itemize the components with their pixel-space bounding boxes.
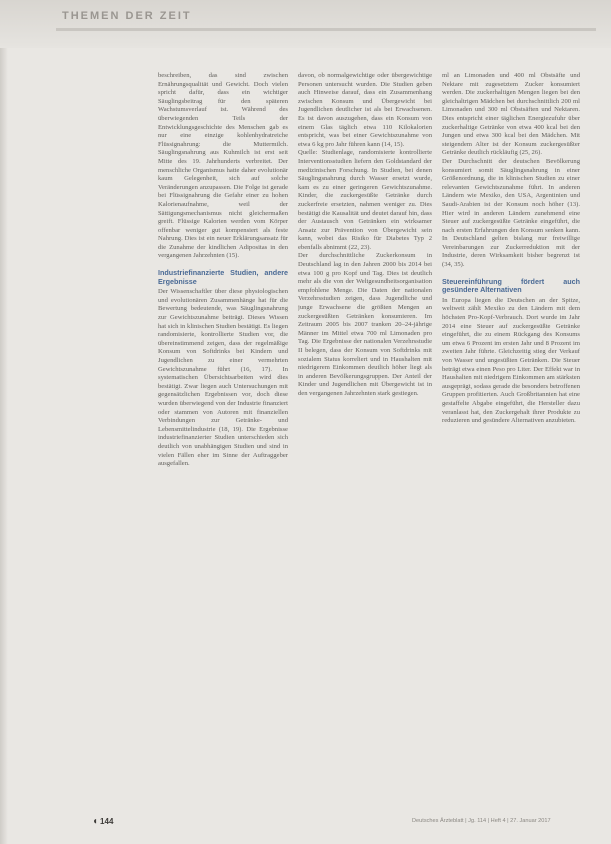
half-circle-icon: ◖	[92, 816, 99, 827]
paragraph: ml an Limonaden und 400 ml Obstsäfte und Nektare mit zugesetztem Zucker konsumiert werden. Die zuckerhaltigen Mengen liegen bei den gleichaltrigen Mädchen bei durchschnittlich 200 ml Limonaden und 300 ml Obstsäften und Nektaren. Dies entspricht einer täglichen Energiezufuhr über zuckerhaltige Getränke von etwa 400 kcal bei den Jungen und etwa 300 kcal bei den Mädchen. Mit steigendem Alter ist der Konsum zuckergesüßter Getränke deutlich rückläufig (25, 26).	[442, 72, 580, 157]
paragraph: beschreiben, das sind zwischen Ernährungsqualität und Gewicht. Doch vielen spricht dafür, dass ein wichtiger Säuglingsbeitrag für den späteren Wachstumsverlauf ist. Während des überwiegenden Teils der Entwicklungsgeschichte des Menschen gab es nur eine einzige kohlenhydratreiche Flüssignahrung: die Muttermilch. Säuglingsnahrung aus Kuhmilch ist erst seit Mitte des 19. Jahrhunderts verbreitet. Der menschliche Organismus hatte daher evolutionär kaum Gelegenheit, sich auf solche Veränderungen anzupassen. Die Folge ist gerade bei Flüssignahrung die Gefahr einer zu hohen Kalorienaufnahme, weil der Sättigungsmechanismus nicht gleichermaßen greift. Flüssige Kalorien werden vom Körper offenbar weniger gut kompensiert als feste Nahrung. Dies ist ein neuer Erklärungsansatz für die Zunahme der kindlichen Adipositas in den vergangenen Jahrzehnten (15).	[158, 72, 288, 260]
section-header	[0, 0, 611, 48]
subheading: Steuereinführung fördert auch gesündere Alternativen	[442, 276, 580, 295]
subheading: Industriefinanzierte Studien, andere Ergebnisse	[158, 268, 288, 286]
section-title: THEMEN DER ZEIT	[62, 10, 192, 22]
paragraph: Der durchschnittliche Zuckerkonsum in Deutschland lag in den Jahren 2000 bis 2014 bei etwa 100 g pro Kopf und Tag. Dies ist deutlich mehr als die von der Weltgesundheitsorganisation empfohlene Menge. Die Daten der nationalen Verzehrsstudien zeigen, dass Jugendliche und junge Erwachsene die größten Mengen an zuckergesüßten Getränken konsumieren. Im Zeitraum 2005 bis 2007 tranken 20–24-jährige Männer im Mittel etwa 700 ml Limonaden pro Tag. Die Ergebnisse der nationalen Verzehrsstudie II belegen, dass der Konsum von Softdrinks mit sozialem Status korreliert und in Haushalten mit niedrigerem Einkommen deutlich höher liegt als in anderen Bevölkerungsgruppen. Der Anteil der Kinder und Jugendlichen mit Übergewicht ist in den vergangenen Jahrzehnten stark gestiegen.	[298, 252, 432, 397]
paragraph: Der Durchschnitt der deutschen Bevölkerung konsumiert somit Säuglingsnahrung in einer Größenordnung, die in klinischen Studien zu einer relevanten Gewichtszunahme führt. In anderen Ländern wie Mexiko, den USA, Argentinien und Saudi-Arabien ist der Konsum noch höher (13). Hier wird in anderen Ländern zunehmend eine Steuer auf zuckergesüßte Getränke eingeführt, die nach ersten Erfahrungen den Konsum senken kann. In Deutschland gelten bislang nur freiwillige Vereinbarungen zur Zuckerreduktion mit der Industrie, deren Wirksamkeit bisher begrenzt ist (34, 35).	[442, 157, 580, 269]
page-edge-shadow	[0, 0, 8, 844]
text-column-2	[298, 72, 432, 810]
paragraph: Der Wissenschaftler über diese physiologischen und evolutionären Zusammenhänge hat für die Bewertung bedeutende, was Säuglingsnahrung zur Gewichtszunahme beiträgt. Dieses Wissen hat sich in klinischen Studien bestätigt. Es liegen randomisierte, kontrollierte Studien vor, die übereinstimmend zeigen, dass der regelmäßige Konsum von Softdrinks bei Kindern und Jugendlichen zu einer vermehrten Gewichtszunahme führt (16, 17). In systematischen Übersichtsarbeiten wird dies bestätigt. Zwar liegen auch Untersuchungen mit gegensätzlichen Ergebnissen vor, doch diese wurden überwiegend von der Industrie finanziert oder stammen von Autoren mit finanziellen Verbindungen zur Getränke- und Lebensmittelindustrie (18, 19). Die Ergebnisse industriefinanzierter Studien unterschieden sich deutlich von unabhängigen Studien und sind in vielen Fällen eher im Sinne der Auftraggeber ausgefallen.	[158, 288, 288, 468]
paragraph: In Europa liegen die Deutschen an der Spitze, weltweit zählt Mexiko zu den Ländern mit dem höchsten Pro-Kopf-Verbrauch. Dort wurde im Jahr 2014 eine Steuer auf zuckergesüßte Getränke eingeführt, die zu einem Rückgang des Konsums um etwa 6 Prozent im ersten Jahr und 8 Prozent im zweiten Jahr führte. Gleichzeitig stieg der Verkauf von Wasser und ungesüßten Getränken. Die Steuer beträgt etwa einen Peso pro Liter. Der Effekt war in Haushalten mit niedrigem Einkommen am stärksten ausgeprägt, sodass gerade die besonders betroffenen Gruppen profitierten. Auch Großbritannien hat eine gestaffelte Abgabe eingeführt, die Hersteller dazu veranlasst hat, den Zuckergehalt ihrer Produkte zu reduzieren und gesündere Alternativen anzubieten.	[442, 296, 580, 425]
journal-citation: Deutsches Ärzteblatt | Jg. 114 | Heft 4 | 27. Januar 2017	[412, 818, 551, 824]
paragraph: Quelle: Studienlage, randomisierte kontrollierte Interventionsstudien liefern den Goldstandard der medizinischen Forschung. In Studien, bei denen Säuglingsnahrung durch Wasser ersetzt wurde, kam es zu einer geringeren Gewichtszunahme. Kinder, die zuckergesüßte Getränke durch zuckerfreie ersetzten, nahmen weniger zu. Dies bestätigt die Kausalität und deutet darauf hin, dass der Austausch von Getränken ein wirksamer Ansatz zur Prävention von Übergewicht sein kann, wobei das Risiko für Diabetes Typ 2 ebenfalls abnimmt (22, 23).	[298, 149, 432, 251]
page-number-text: 144	[100, 817, 114, 826]
page-number	[92, 816, 113, 827]
header-rule	[56, 28, 596, 31]
text-column-1	[158, 72, 288, 810]
text-column-3	[442, 72, 580, 810]
paragraph: davon, ob normalgewichtige oder übergewichtige Personen untersucht wurden. Die Studien geben auch Hinweise darauf, dass ein Zusammenhang zwischen Konsum und Übergewicht bei Jugendlichen deutlicher ist als bei Erwachsenen. Es ist davon auszugehen, dass ein Konsum von einem Glas täglich etwa 110 Kilokalorien entspricht, was bei einer Gewichtszunahme von etwa 6 kg pro Jahr führen kann (14, 15).	[298, 72, 432, 148]
